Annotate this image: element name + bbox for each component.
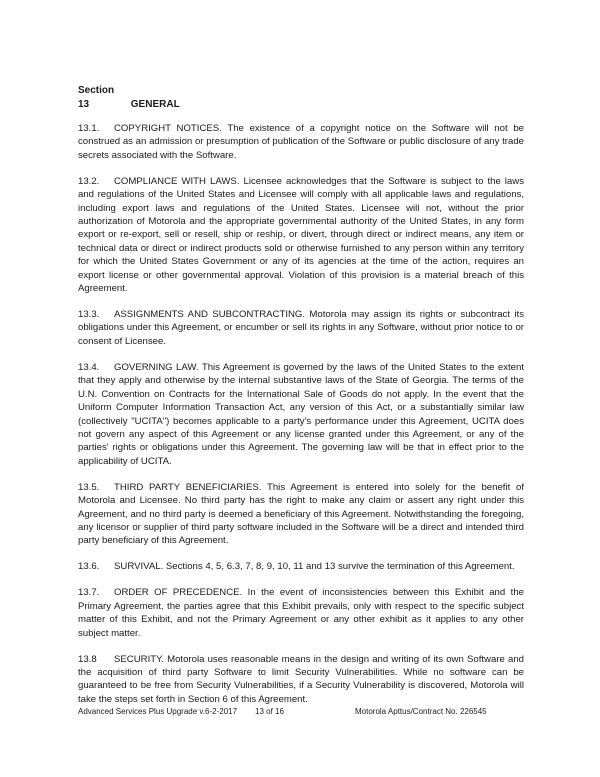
clause-number: 13.6. [78, 561, 100, 573]
clause-number: 13.5. [78, 481, 100, 493]
clause-number: 13.3. [78, 309, 100, 321]
section-title: GENERAL [130, 99, 180, 110]
section-number: Section 13 [78, 85, 115, 110]
clause-text: COMPLIANCE WITH LAWS. Licensee acknowledges that the Software is subject to the laws and regulations of the United States and Licensee will comply with all applicable laws and regulations, including export laws and regulations of the United States. Licensee will not, without the prior authorization of Motorola and the appropriate governmental authority of the United States, in any form export or re-export, sell or resell, ship or reship, or divert, through direct or indirect means, any item or technical data or direct or indirect products sold or otherwise furnished to any person within any territory for which the United States Government or any of its agencies at the time of the action, requires an export license or other governmental approval. Violation of this provision is a material breach of this Agreement. [78, 175, 524, 295]
document-page [78, 84, 524, 719]
footer-page-number: 13 of 16 [255, 707, 284, 716]
clause-paragraph [78, 175, 524, 296]
clause-number: 13.1. [78, 123, 100, 134]
clause-number: 13.2. [78, 175, 100, 187]
section-heading [78, 84, 524, 112]
clause-number: 13.4. [78, 361, 100, 373]
paragraph-list [78, 122, 524, 706]
clause-text: ORDER OF PRECEDENCE. In the event of inconsistencies between this Exhibit and the Primary Agreement, the parties agree that this Exhibit prevails, only with respect to the specific subject matter of this Exhibit, and not the Primary Agreement or any other exhibit as it applies to any other subject matter. [78, 587, 524, 639]
footer-contract-number: Motorola Apttus/Contract No. 226545 [355, 707, 487, 716]
clause-paragraph [78, 481, 524, 548]
clause-paragraph [78, 653, 524, 707]
footer-document-title: Advanced Services Plus Upgrade v.6-2-2017 [78, 707, 238, 716]
clause-number: 13.7. [78, 587, 100, 599]
clause-text: GOVERNING LAW. This Agreement is governed by the laws of the United States to the extent that they apply and otherwise by the internal substantive laws of the State of Georgia. The terms of the U.N. Convention on Contracts for the International Sale of Goods do not apply. In the event that the Uniform Computer Information Transaction Act, any version of this Act, or a substantially similar law (collectively "UCITA") becomes applicable to a party's performance under this Agreement, UCITA does not govern any aspect of this Agreement or any license granted under this Agreement, or any of the parties' rights or obligations under this Agreement. The governing law will be that in effect prior to the applicability of UCITA. [78, 361, 524, 467]
clause-text: SECURITY. Motorola uses reasonable means in the design and writing of its own Software and the acquisition of third party Software to limit Security Vulnerabilities. While no software can be guaranteed to be free from Security Vulnerabilities, if a Security Vulnerability is discovered, Motorola will take the steps set forth in Section 6 of this Agreement. [78, 653, 524, 705]
clause-text: ASSIGNMENTS AND SUBCONTRACTING. Motorola may assign its rights or subcontract its obligations under this Agreement, or encumber or sell its rights in any Software, without prior notice to or consent of Licensee. [78, 309, 524, 347]
clause-paragraph [78, 308, 524, 348]
clause-paragraph [78, 122, 524, 162]
clause-text: COPYRIGHT NOTICES. The existence of a copyright notice on the Software will not be construed as an admission or presumption of publication of the Software or public disclosure of any trade secrets associated with the Software. [78, 123, 524, 161]
clause-paragraph [78, 560, 524, 573]
clause-text: SURVIVAL. Sections 4, 5, 6.3, 7, 8, 9, 10, 11 and 13 survive the termination of this Agreement. [114, 561, 515, 573]
clause-text: THIRD PARTY BENEFICIARIES. This Agreement is entered into solely for the benefit of Motorola and Licensee. No third party has the right to make any claim or assert any right under this Agreement, and no third party is deemed a beneficiary of this Agreement. Notwithstanding the foregoing, any licensor or supplier of third party software included in the Software will be a direct and intended third party beneficiary of this Agreement. [78, 481, 524, 547]
clause-number: 13.8 [78, 653, 97, 665]
clause-paragraph [78, 361, 524, 468]
clause-paragraph [78, 586, 524, 640]
